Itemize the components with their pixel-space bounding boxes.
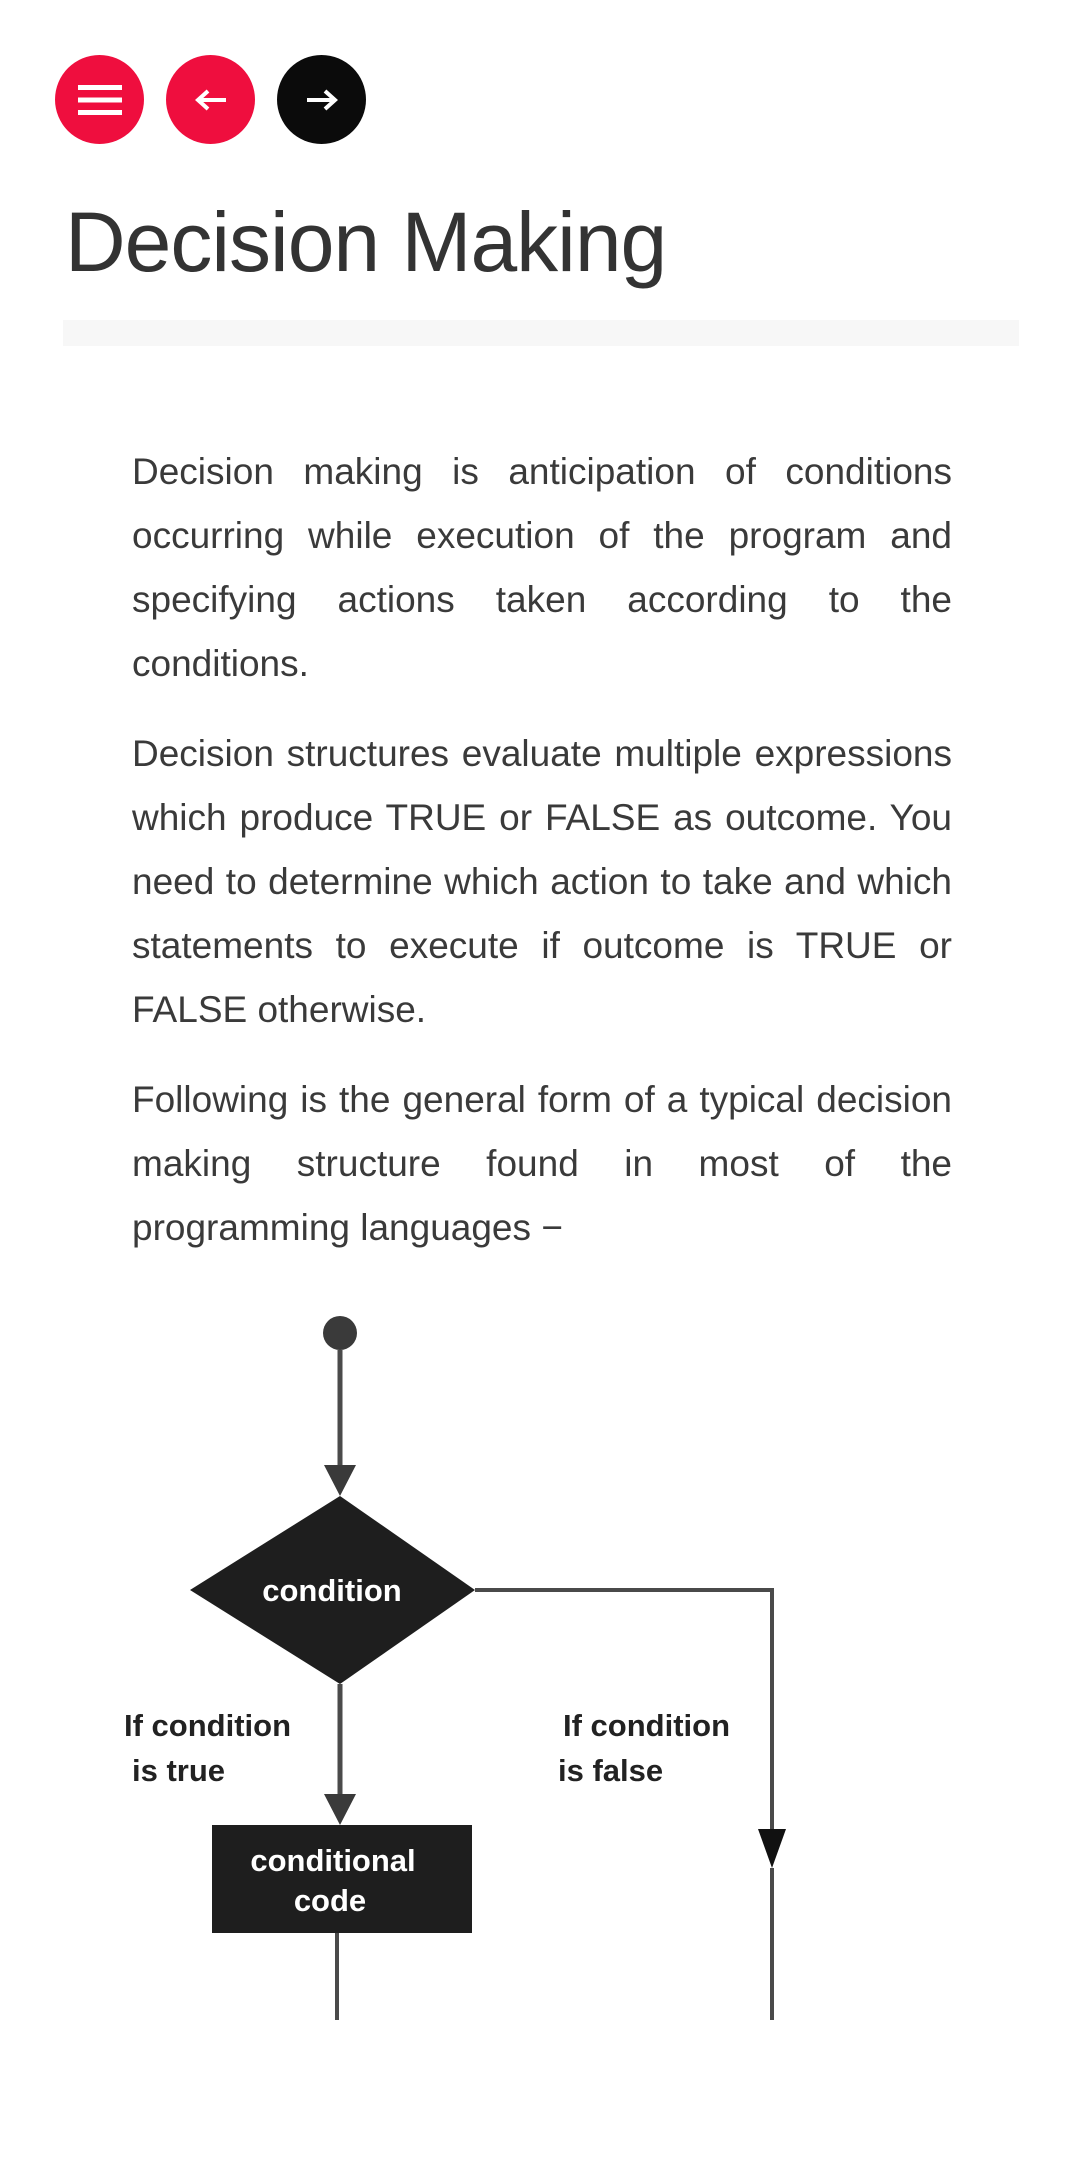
arrow-head — [324, 1794, 356, 1825]
arrow-left-icon — [194, 88, 228, 112]
decision-flowchart — [115, 1300, 815, 2040]
flowchart-image — [115, 1300, 815, 2040]
menu-button[interactable] — [55, 55, 144, 144]
paragraph: Decision structures evaluate multiple expressions which produce TRUE or FALSE as outcome. You need to determine which action to take and which statements to execute if outcome is TRUE or FALSE otherwise. — [132, 733, 952, 1030]
back-button[interactable] — [166, 55, 255, 144]
code-label: code — [293, 1883, 367, 1918]
paragraph: Following is the general form of a typical decision making structure found in most of the programming languages − — [132, 1079, 952, 1248]
false-branch-label: If condition — [563, 1708, 731, 1743]
start-node — [323, 1316, 357, 1350]
page-title: Decision Making — [65, 195, 667, 289]
hamburger-menu-icon — [78, 83, 122, 117]
true-branch-label: is true — [132, 1753, 226, 1788]
arrow-right-icon — [305, 88, 339, 112]
true-branch-label: If condition — [124, 1708, 292, 1743]
code-label: conditional — [250, 1843, 416, 1878]
article-content — [132, 440, 952, 1286]
paragraph: Decision making is anticipation of conditions occurring while execution of the program and specifying actions taken according to the conditions. — [132, 451, 952, 684]
condition-label: condition — [262, 1573, 402, 1608]
navigation-bar — [55, 55, 366, 144]
arrow-head — [324, 1465, 356, 1496]
title-divider — [63, 320, 1019, 346]
false-branch-label: is false — [558, 1753, 664, 1788]
forward-button[interactable] — [277, 55, 366, 144]
arrow-head — [758, 1829, 786, 1868]
